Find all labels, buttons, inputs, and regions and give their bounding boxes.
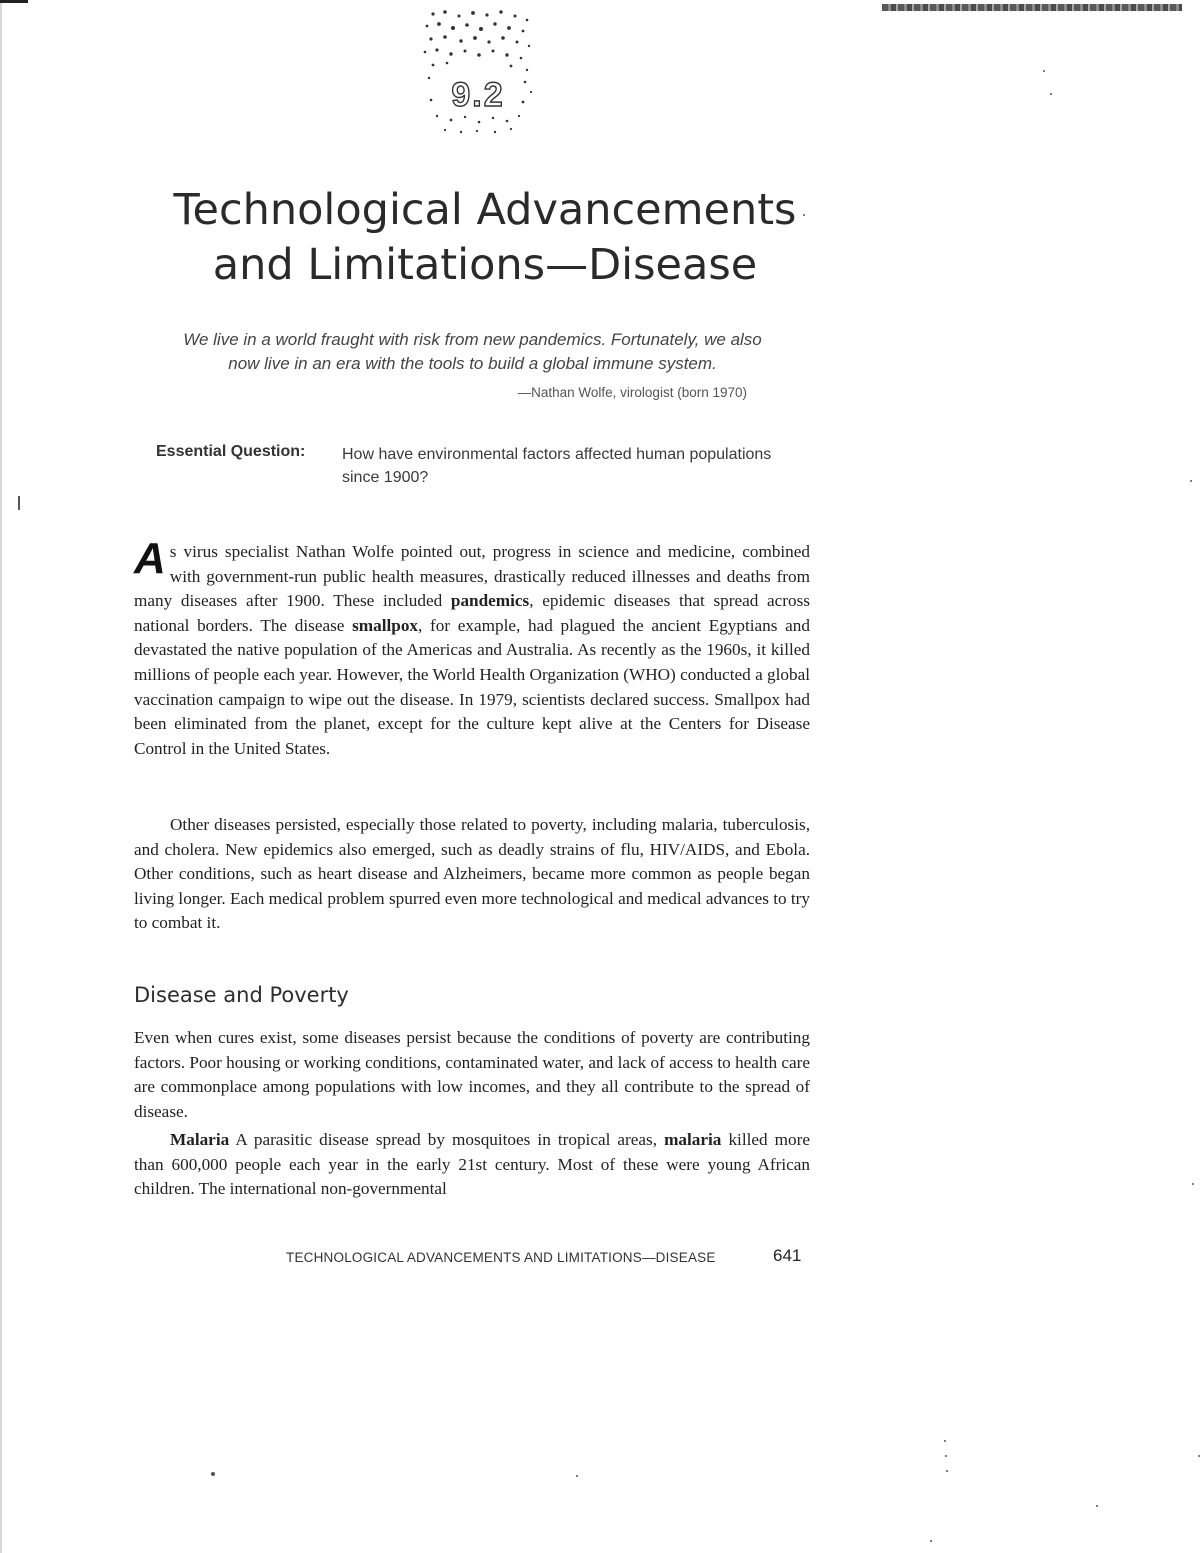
run-in-head-malaria: Malaria [170,1130,230,1149]
term-pandemics: pandemics [450,591,530,611]
term-malaria: malaria [664,1130,722,1149]
scan-speck [1043,70,1045,72]
scan-edge [0,0,2,1553]
epigraph-quote [140,328,805,376]
epigraph-line-1: We live in a world fraught with risk from new pandemics. Fortunately, we also [183,330,762,349]
dotted-badge-icon [415,4,541,136]
scan-speck [944,1440,946,1442]
title-line-2: and Limitations—Disease [212,240,758,290]
chapter-section-badge [415,4,541,136]
scan-speck [1192,1183,1194,1185]
scan-artifact-top-left [0,0,28,3]
essential-question-label: Essential Question: [156,443,306,460]
scan-speck [211,1472,215,1476]
scan-speck [18,496,20,510]
p4-text-1: A parasitic disease spread by mosquitoes in tropical areas, [229,1130,665,1149]
scan-speck [1190,480,1192,482]
p1-text-1: s virus specialist Nathan Wolfe pointed out, progress in science and medicine, combined with government-run public health measures, drastically reduced illnesses and deaths from many diseases after 1900. These included [134,542,810,611]
epigraph-attribution: —Nathan Wolfe, virologist (born 1970) [517,385,747,400]
epigraph-line-2: now live in an era with the tools to build a global immune system. [228,354,717,373]
scan-speck [576,1475,578,1477]
essential-question-text: How have environmental factors affected human populations since 1900? [342,446,772,486]
page-number: 641 [773,1246,802,1265]
title-line-1: Technological Advancements [173,185,797,235]
scan-speck [1096,1505,1098,1507]
scan-speck [1050,93,1052,95]
term-smallpox: smallpox [352,615,419,635]
section-heading: Disease and Poverty [134,983,349,1007]
body-paragraph-2: Other diseases persisted, especially those related to poverty, including malaria, tuberculosis, and cholera. New epidemics also emerged, such as deadly strains of flu, HIV/AIDS, and Ebola. Other conditions, such as heart disease and Alzheimers, became more common as people began living longer. Each medical problem spurred even more technological and medical advances to try to combat it. [134,815,810,933]
section-number: 9.2 [451,76,505,114]
p1-text-3: , for example, had plagued the ancient Egyptians and devastated the native population of the Americas and Australia. As recently as the 1960s, it killed millions of people each year. However, the World Health Organization (WHO) conducted a global vaccination campaign to wipe out the disease. In 1979, scientists declared success. Smallpox had been eliminated from the planet, except for the culture kept alive at the Centers for Disease Control in the United States. [134,615,810,758]
body-paragraph-4 [134,1128,810,1202]
p1-text-2: , epidemic diseases that spread across national borders. The disease [134,591,810,635]
p4-text-2: killed more than 600,000 people each year in the early 21st century. Most of these were young African children. The international non-governmental [134,1130,810,1199]
running-footer: TECHNOLOGICAL ADVANCEMENTS AND LIMITATIONS—DISEASE [286,1250,716,1265]
scan-speck [946,1470,948,1472]
page-title [100,183,870,293]
scan-speck [803,214,805,216]
scan-speck [945,1455,947,1457]
body-paragraph-1 [134,534,810,761]
body-paragraph-3: Even when cures exist, some diseases persist because the conditions of poverty are contributing factors. Poor housing or working conditions, contaminated water, and lack of access to health care are commonplace among populations with low incomes, and they all contribute to the spread of disease. [134,1028,810,1121]
scan-artifact-top-right [882,4,1182,11]
scan-speck [930,1540,932,1542]
drop-cap: A [134,534,166,583]
